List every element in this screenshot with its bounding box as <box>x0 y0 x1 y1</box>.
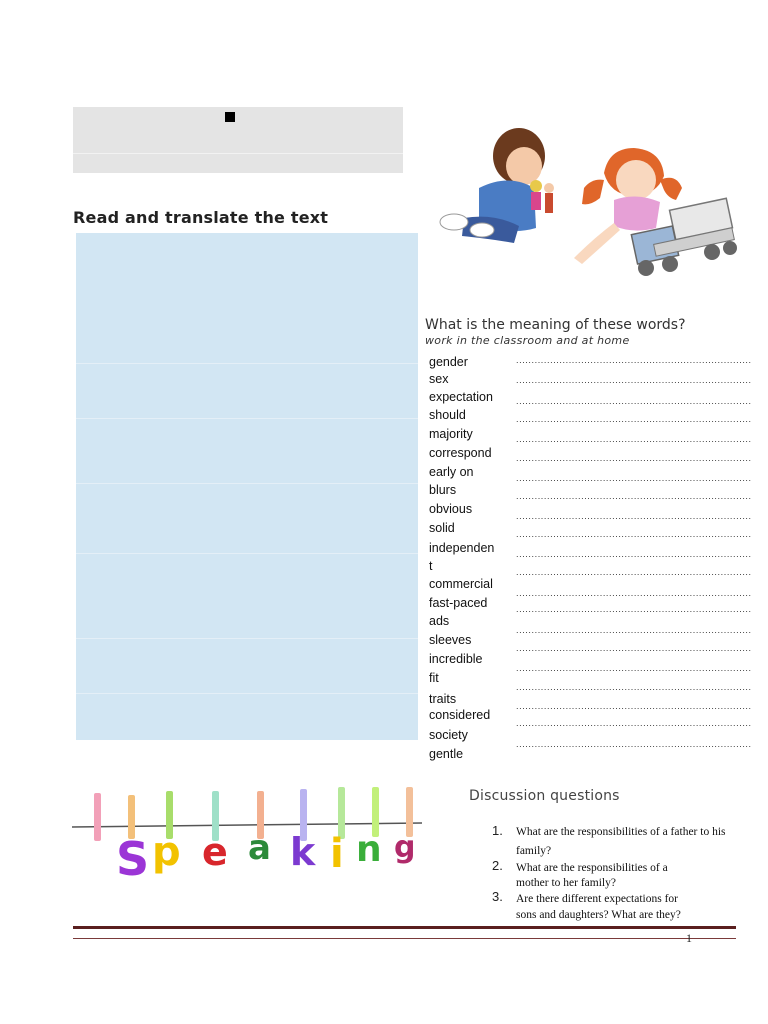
svg-text:e: e <box>202 830 228 874</box>
answer-line[interactable]: ............................................................................ <box>516 625 752 635</box>
black-square-bullet-icon <box>225 112 235 122</box>
answer-line[interactable]: ............................................................................ <box>516 739 752 749</box>
vocab-word: considered <box>429 708 491 722</box>
page-number: 1 <box>686 931 692 945</box>
answer-line[interactable]: ............................................................................ <box>516 375 752 385</box>
vocab-word: commercial <box>429 577 493 591</box>
speaking-clothesline-illustration <box>72 783 422 886</box>
vocab-word: fast-paced <box>429 596 488 610</box>
vocab-word: incredible <box>429 652 483 666</box>
vocab-word: gentle <box>429 747 464 761</box>
vocab-word: correspond <box>429 446 492 460</box>
vocab-word: t <box>429 559 433 573</box>
answer-line[interactable]: ............................................................................ <box>516 588 752 598</box>
vocab-word: should <box>429 408 466 422</box>
answer-line[interactable]: ............................................................................ <box>516 434 752 444</box>
question-text: sons and daughters? What are they? <box>516 909 681 921</box>
answer-line[interactable]: ............................................................................ <box>516 473 752 483</box>
question-number: 3. <box>492 889 503 904</box>
answer-line[interactable]: ............................................................................ <box>516 663 752 673</box>
question-number: 1. <box>492 823 503 838</box>
answer-line[interactable]: ............................................................................ <box>516 604 752 614</box>
vocab-word: gender <box>429 355 468 369</box>
question-number: 2. <box>492 858 503 873</box>
children-playing-illustration <box>424 118 764 290</box>
answer-line[interactable]: ............................................................................ <box>516 511 752 521</box>
reading-text-panel <box>76 233 418 740</box>
svg-text:p: p <box>152 829 181 875</box>
question-text: What are the responsibilities of a <box>516 862 668 874</box>
footer-rule-thin <box>73 938 736 939</box>
answer-line[interactable]: ............................................................................ <box>516 453 752 463</box>
discussion-title: Discussion questions <box>469 788 620 804</box>
answer-line[interactable]: ............................................................................ <box>516 682 752 692</box>
svg-text:g: g <box>394 830 416 865</box>
svg-text:n: n <box>356 829 382 870</box>
answer-line[interactable]: ............................................................................ <box>516 701 752 711</box>
answer-line[interactable]: ............................................................................ <box>516 549 752 559</box>
footer-rule-thick <box>73 926 736 929</box>
header-box <box>73 107 403 173</box>
answer-line[interactable]: ............................................................................ <box>516 355 752 365</box>
vocab-word: solid <box>429 521 455 535</box>
answer-line[interactable]: ............................................................................ <box>516 718 752 728</box>
answer-line[interactable]: ............................................................................ <box>516 396 752 406</box>
vocab-word: early on <box>429 465 474 479</box>
vocab-word: fit <box>429 671 439 685</box>
vocab-word: ads <box>429 614 450 628</box>
vocab-word: sex <box>429 372 449 386</box>
vocab-word: obvious <box>429 502 473 516</box>
vocab-word: independen <box>429 541 495 555</box>
svg-text:k: k <box>290 830 316 874</box>
question-text: What are the responsibilities of a father to his <box>516 826 726 838</box>
svg-text:i: i <box>330 831 344 877</box>
answer-line[interactable]: ............................................................................ <box>516 491 752 501</box>
question-text: Are there different expectations for <box>516 893 678 905</box>
vocab-word: blurs <box>429 483 457 497</box>
question-text: family? <box>516 845 552 857</box>
vocab-word: society <box>429 728 468 742</box>
answer-line[interactable]: ............................................................................ <box>516 529 752 539</box>
answer-line[interactable]: ............................................................................ <box>516 567 752 577</box>
header-divider <box>73 153 403 154</box>
vocab-word: sleeves <box>429 633 472 647</box>
vocab-word: majority <box>429 427 473 441</box>
vocabulary-subtitle: work in the classroom and at home <box>425 334 630 347</box>
section-title: Read and translate the text <box>73 208 329 227</box>
answer-line[interactable]: ............................................................................ <box>516 643 752 653</box>
answer-line[interactable]: ............................................................................ <box>516 414 752 424</box>
question-text: mother to her family? <box>516 877 616 889</box>
svg-text:S: S <box>116 832 150 886</box>
vocabulary-title: What is the meaning of these words? <box>425 317 686 333</box>
svg-text:a: a <box>248 828 271 868</box>
vocab-word: expectation <box>429 390 493 404</box>
vocab-word: traits <box>429 692 457 706</box>
